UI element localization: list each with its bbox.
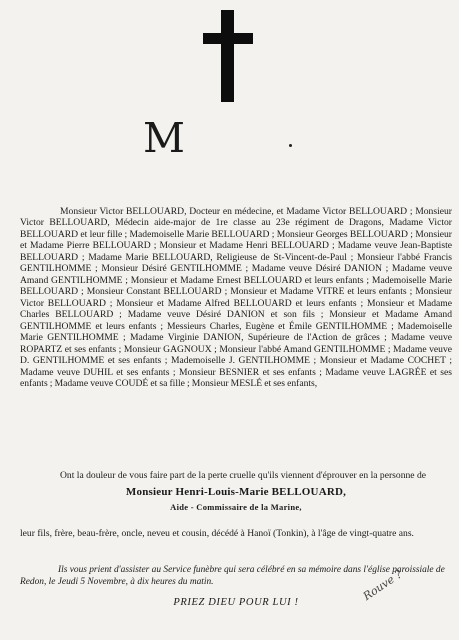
service-invitation: Ils vous prient d'assister au Service funèbre qui sera célébré en sa mémoire dans l'église paroissiale de Redon, le Jeudi 5 Novembre, à dix heures du matin. [20, 565, 445, 587]
closing-prayer: PRIEZ DIEU POUR LUI ! [173, 597, 299, 608]
announcement-text: Ont la douleur de vous faire part de la perte cruelle qu'ils viennent d'éprouver en la personne de [60, 469, 427, 481]
deceased-title: Aide - Commissaire de la Marine, [170, 502, 302, 512]
cross-icon [203, 10, 253, 102]
handwritten-note: Rouve ? [360, 567, 405, 603]
relations-text: leur fils, frère, beau-frère, oncle, neveu et cousin, décédé à Hanoï (Tonkin), à l'âge de vingt-quatre ans. [20, 527, 414, 539]
salutation-dot [289, 144, 292, 147]
salutation-initial: M [143, 114, 186, 162]
deceased-name: Monsieur Henri-Louis-Marie BELLOUARD, [125, 486, 347, 498]
family-names-paragraph: Monsieur Victor BELLOUARD, Docteur en médecine, et Madame Victor BELLOUARD ; Monsieur Victor BELLOUARD, Médecin aide-major de 1re classe au 23e régiment de Dragons, Madame Victor BELLOUARD et leur fille ; Mademoiselle Marie BELLOUARD ; Monsieur Georges BELLOUARD ; Monsieur et Madame Pierre BELLOUARD ; Monsieur et Madame Henri BELLOUARD ; Madame veuve Jean-Baptiste BELLOUARD ; Madame Marie BELLOUARD, Religieuse de St-Vincent-de-Paul ; Monsieur l'abbé Francis GENTILHOMME ; Monsieur Désiré GENTILHOMME ; Madame veuve Désiré DANION ; Madame veuve Amand GENTILHOMME ; Monsieur et Madame Ernest BELLOUARD et leurs enfants ; Mademoiselle Marie BELLOUARD ; Monsieur Constant BELLOUARD ; Monsieur et Madame VITRE et leurs enfants ; Monsieur Victor BELLOUARD ; Monsieur et Madame Alfred BELLOUARD et leurs enfants ; Monsieur et Madame Charles BELLOUARD ; Madame veuve Désiré DANION et son fils ; Monsieur et Madame Amand GENTILHOMME et leurs enfants ; Messieurs Charles, Eugène et Émile GENTILHOMME ; Mademoiselle Marie GENTILHOMME ; Madame Virginie DANION, Supérieure de l'Action de grâces ; Madame veuve ROPARTZ et ses enfants ; Monsieur GAGNOUX ; Monsieur l'abbé Amand GENTILHOMME ; Madame veuve D. GENTILHOMME et ses enfants ; Mademoiselle J. GENTILHOMME ; Monsieur et Madame COCHET ; Madame veuve DUHIL et ses enfants ; Monsieur BESNIER et ses enfants ; Madame veuve LAGRÉE et ses enfants ; Madame veuve COUDÉ et sa fille ; Monsieur MESLÉ et ses enfants, [20, 205, 452, 390]
